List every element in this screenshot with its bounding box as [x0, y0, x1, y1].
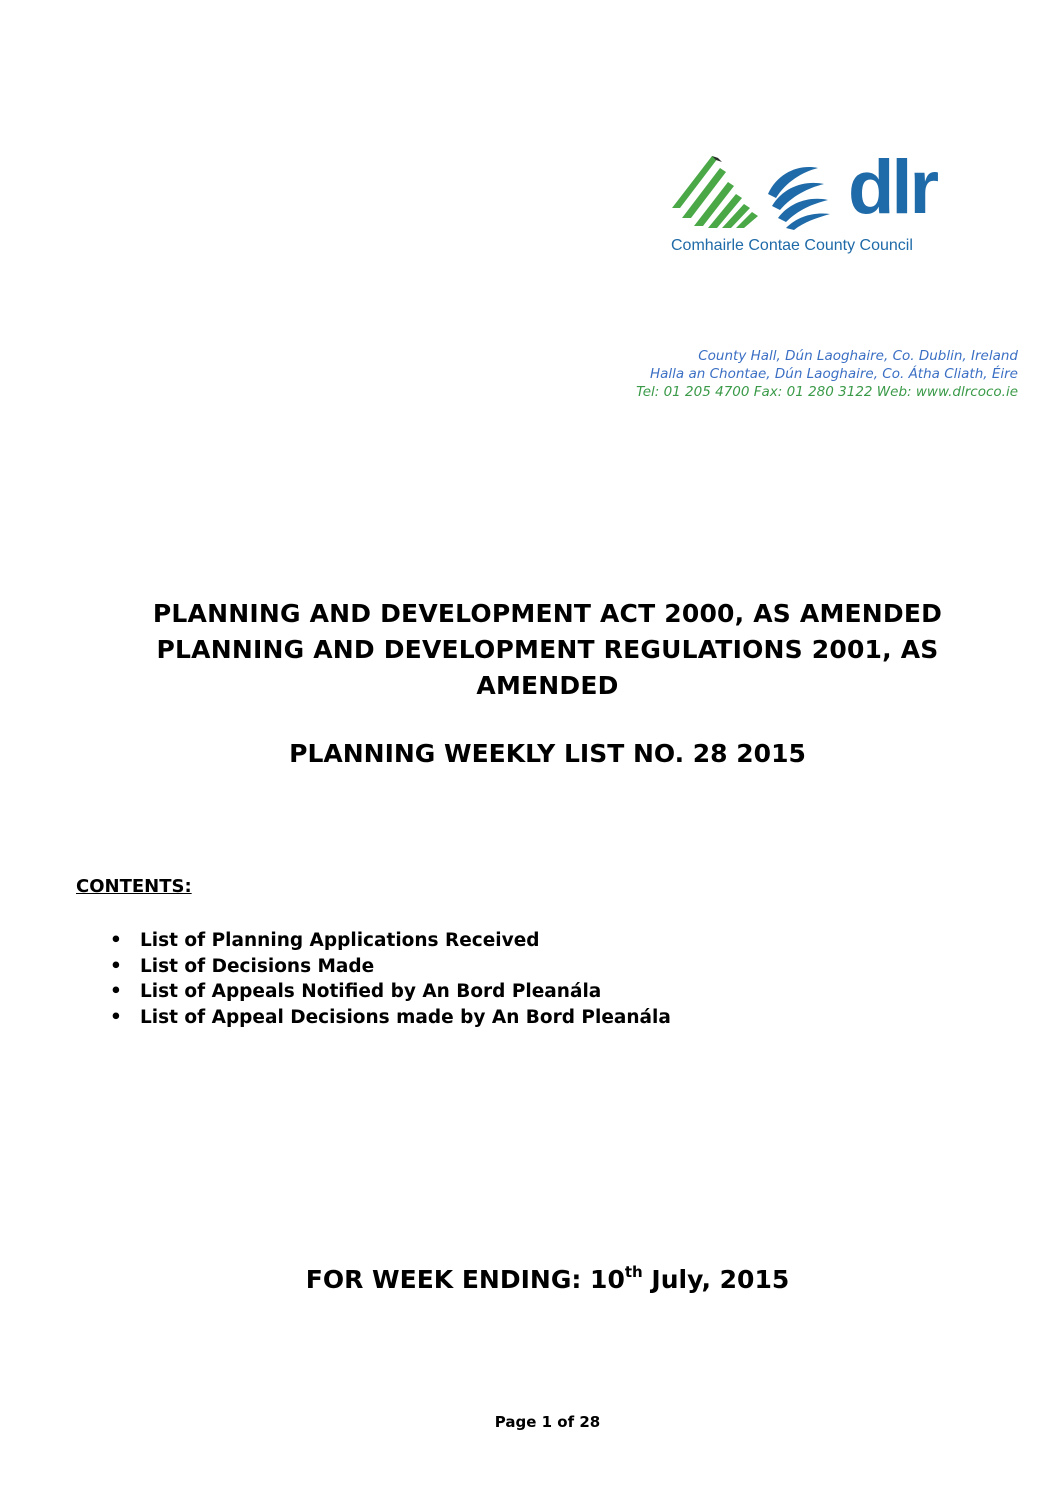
address-line-irish: Halla an Chontae, Dún Laoghaire, Co. Átha Cliath, Éire	[650, 366, 1018, 382]
contents-list	[106, 928, 671, 1030]
contents-item	[106, 1005, 671, 1031]
title-line-act: PLANNING AND DEVELOPMENT ACT 2000, AS AMENDED	[152, 599, 943, 628]
bullet-icon: •	[110, 981, 122, 1002]
bullet-icon: •	[110, 1006, 122, 1028]
week-ending-date	[60, 1262, 1035, 1298]
contents-item-label: List of Appeals Notified by An Bord Pleanála	[140, 981, 602, 1002]
logo-mark-graphic	[668, 150, 848, 230]
contents-item-label: List of Appeal Decisions made by An Bord Pleanála	[140, 1006, 671, 1028]
bullet-icon: •	[110, 930, 122, 951]
document-title	[60, 596, 1035, 704]
contents-item-label: List of Decisions Made	[140, 955, 375, 977]
weekly-list-title: PLANNING WEEKLY LIST NO. 28 2015	[289, 739, 806, 768]
week-ending-ordinal: th	[624, 1263, 643, 1281]
logo-tagline: Comhairle Contae County Council	[671, 237, 913, 254]
contents-item-label: List of Planning Applications Received	[140, 930, 540, 951]
week-ending-prefix: FOR WEEK ENDING: 10	[305, 1265, 625, 1294]
contents-item	[106, 928, 671, 954]
contents-item	[106, 954, 671, 980]
title-line-regulations: PLANNING AND DEVELOPMENT REGULATIONS 2001, AS	[156, 635, 939, 664]
council-address	[636, 347, 1018, 401]
address-line-english: County Hall, Dún Laoghaire, Co. Dublin, Ireland	[698, 348, 1018, 364]
council-logo	[668, 145, 958, 265]
bullet-icon: •	[110, 955, 122, 977]
title-line-amended: AMENDED	[476, 671, 619, 700]
contact-line: Tel: 01 205 4700 Fax: 01 280 3122 Web: www.dlrcoco.ie	[636, 384, 1018, 400]
contents-heading: CONTENTS:	[76, 876, 192, 897]
week-ending-suffix: July, 2015	[642, 1265, 790, 1294]
logo-wordmark: dlr	[848, 145, 937, 230]
page-number: Page 1 of 28	[494, 1413, 601, 1431]
contents-item	[106, 979, 671, 1005]
